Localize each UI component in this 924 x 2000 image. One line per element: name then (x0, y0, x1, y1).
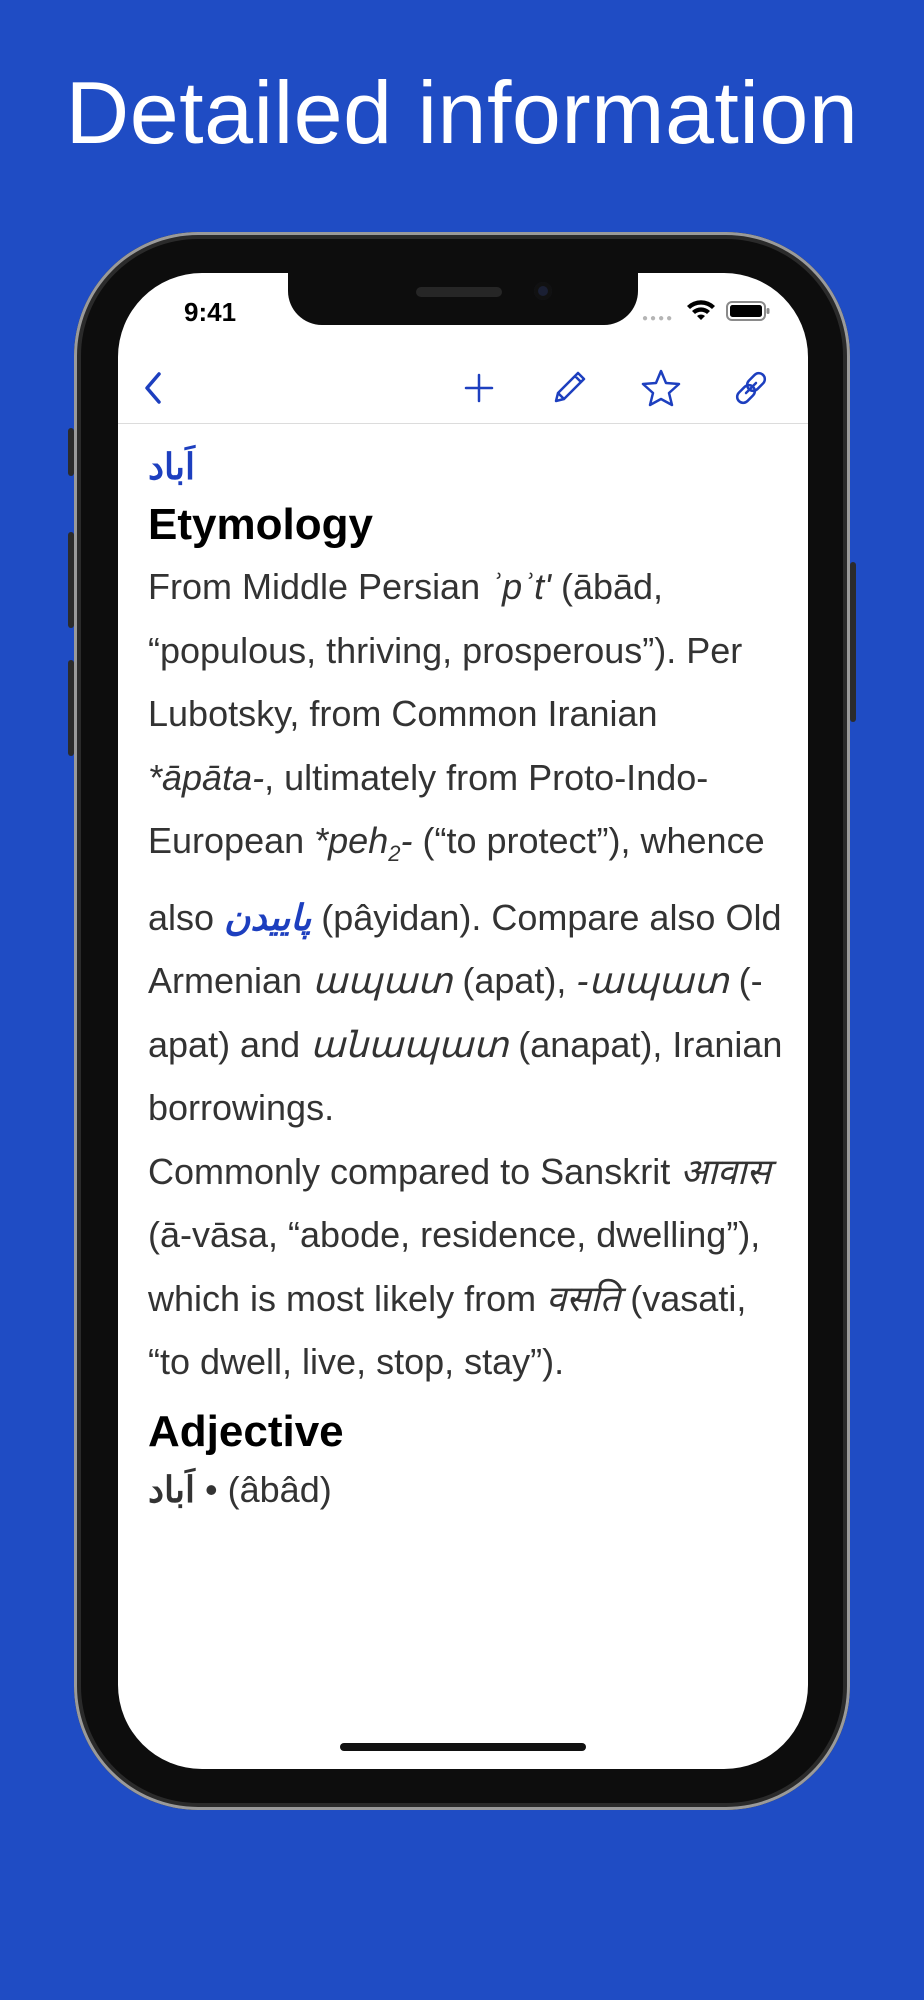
volume-down-button (68, 660, 74, 756)
navigation-bar (118, 353, 808, 424)
home-indicator[interactable] (340, 1743, 586, 1751)
etym-text: (anapat), Iranian borrowings. (148, 1023, 783, 1129)
speaker-grille (416, 287, 502, 297)
sanskrit-form-avasa: आवास (680, 1150, 771, 1192)
battery-icon (726, 301, 770, 321)
etym-text: Commonly compared to Sanskrit (148, 1150, 681, 1192)
entry-content (148, 443, 788, 1518)
etym-text: (-apat) and (148, 960, 763, 1065)
middle-persian-form: ʾpʾtʹ (490, 566, 551, 607)
promo-headline: Detailed information (65, 63, 859, 162)
star-icon (640, 367, 682, 409)
etym-text: (“to protect”), whence also (148, 820, 765, 938)
favorite-button[interactable] (636, 363, 686, 413)
etym-text: (ā-vāsa, “abode, residence, dwelling”), which is most likely from (148, 1214, 761, 1319)
etym-text: (apat), (452, 960, 577, 1002)
adjective-heading: Adjective (148, 1406, 344, 1456)
adjective-headword-line (148, 1462, 788, 1518)
notch (288, 273, 638, 325)
armenian-form-suffix-apat: -ապատ (576, 960, 729, 1002)
armenian-form-apat: ապատ (312, 960, 453, 1002)
etym-text: (pâyidan). Compare also Old Armenian (148, 896, 782, 1002)
plus-icon (463, 372, 495, 404)
common-iranian-form: *āpāta- (148, 756, 265, 798)
adjective-transliteration: (âbâd) (227, 1468, 332, 1510)
power-button (850, 562, 856, 722)
etym-text: , ultimately from Proto-Indo-European (148, 756, 709, 861)
etym-text: From Middle Persian (148, 566, 491, 607)
sanskrit-comparison-paragraph (148, 1140, 788, 1394)
share-link-button[interactable] (726, 363, 776, 413)
sanskrit-form-vasati: वसति (546, 1277, 621, 1319)
link-icon (731, 368, 771, 408)
phone-screen (118, 273, 808, 1769)
back-button[interactable] (128, 363, 178, 413)
status-time: 9:41 (184, 297, 237, 327)
pie-root: *peh$_2$- (314, 820, 413, 867)
bullet-separator: • (195, 1468, 228, 1510)
silent-switch (68, 428, 74, 476)
etymology-paragraph (148, 555, 788, 1140)
adjective-form: اَباد (148, 1468, 196, 1510)
edit-button[interactable] (544, 363, 594, 413)
chevron-left-icon (141, 370, 165, 406)
payidan-link[interactable]: پاییدن (224, 896, 312, 938)
wifi-icon (686, 299, 716, 323)
volume-up-button (68, 532, 74, 628)
status-indicators (642, 299, 772, 323)
pencil-icon (548, 367, 590, 409)
signal-icon: ●●●● (642, 313, 675, 324)
armenian-form-anapat: անապատ (310, 1023, 509, 1065)
etymology-heading: Etymology (148, 500, 373, 549)
etym-text: (ābād, “populous, thriving, prosperous”). Per Lubotsky, from Common Iranian (148, 566, 743, 734)
etym-text: (vasati, “to dwell, live, stop, stay”). (148, 1277, 747, 1383)
front-camera (534, 282, 552, 300)
add-button[interactable] (454, 363, 504, 413)
entry-headword: اَباد (148, 446, 196, 487)
